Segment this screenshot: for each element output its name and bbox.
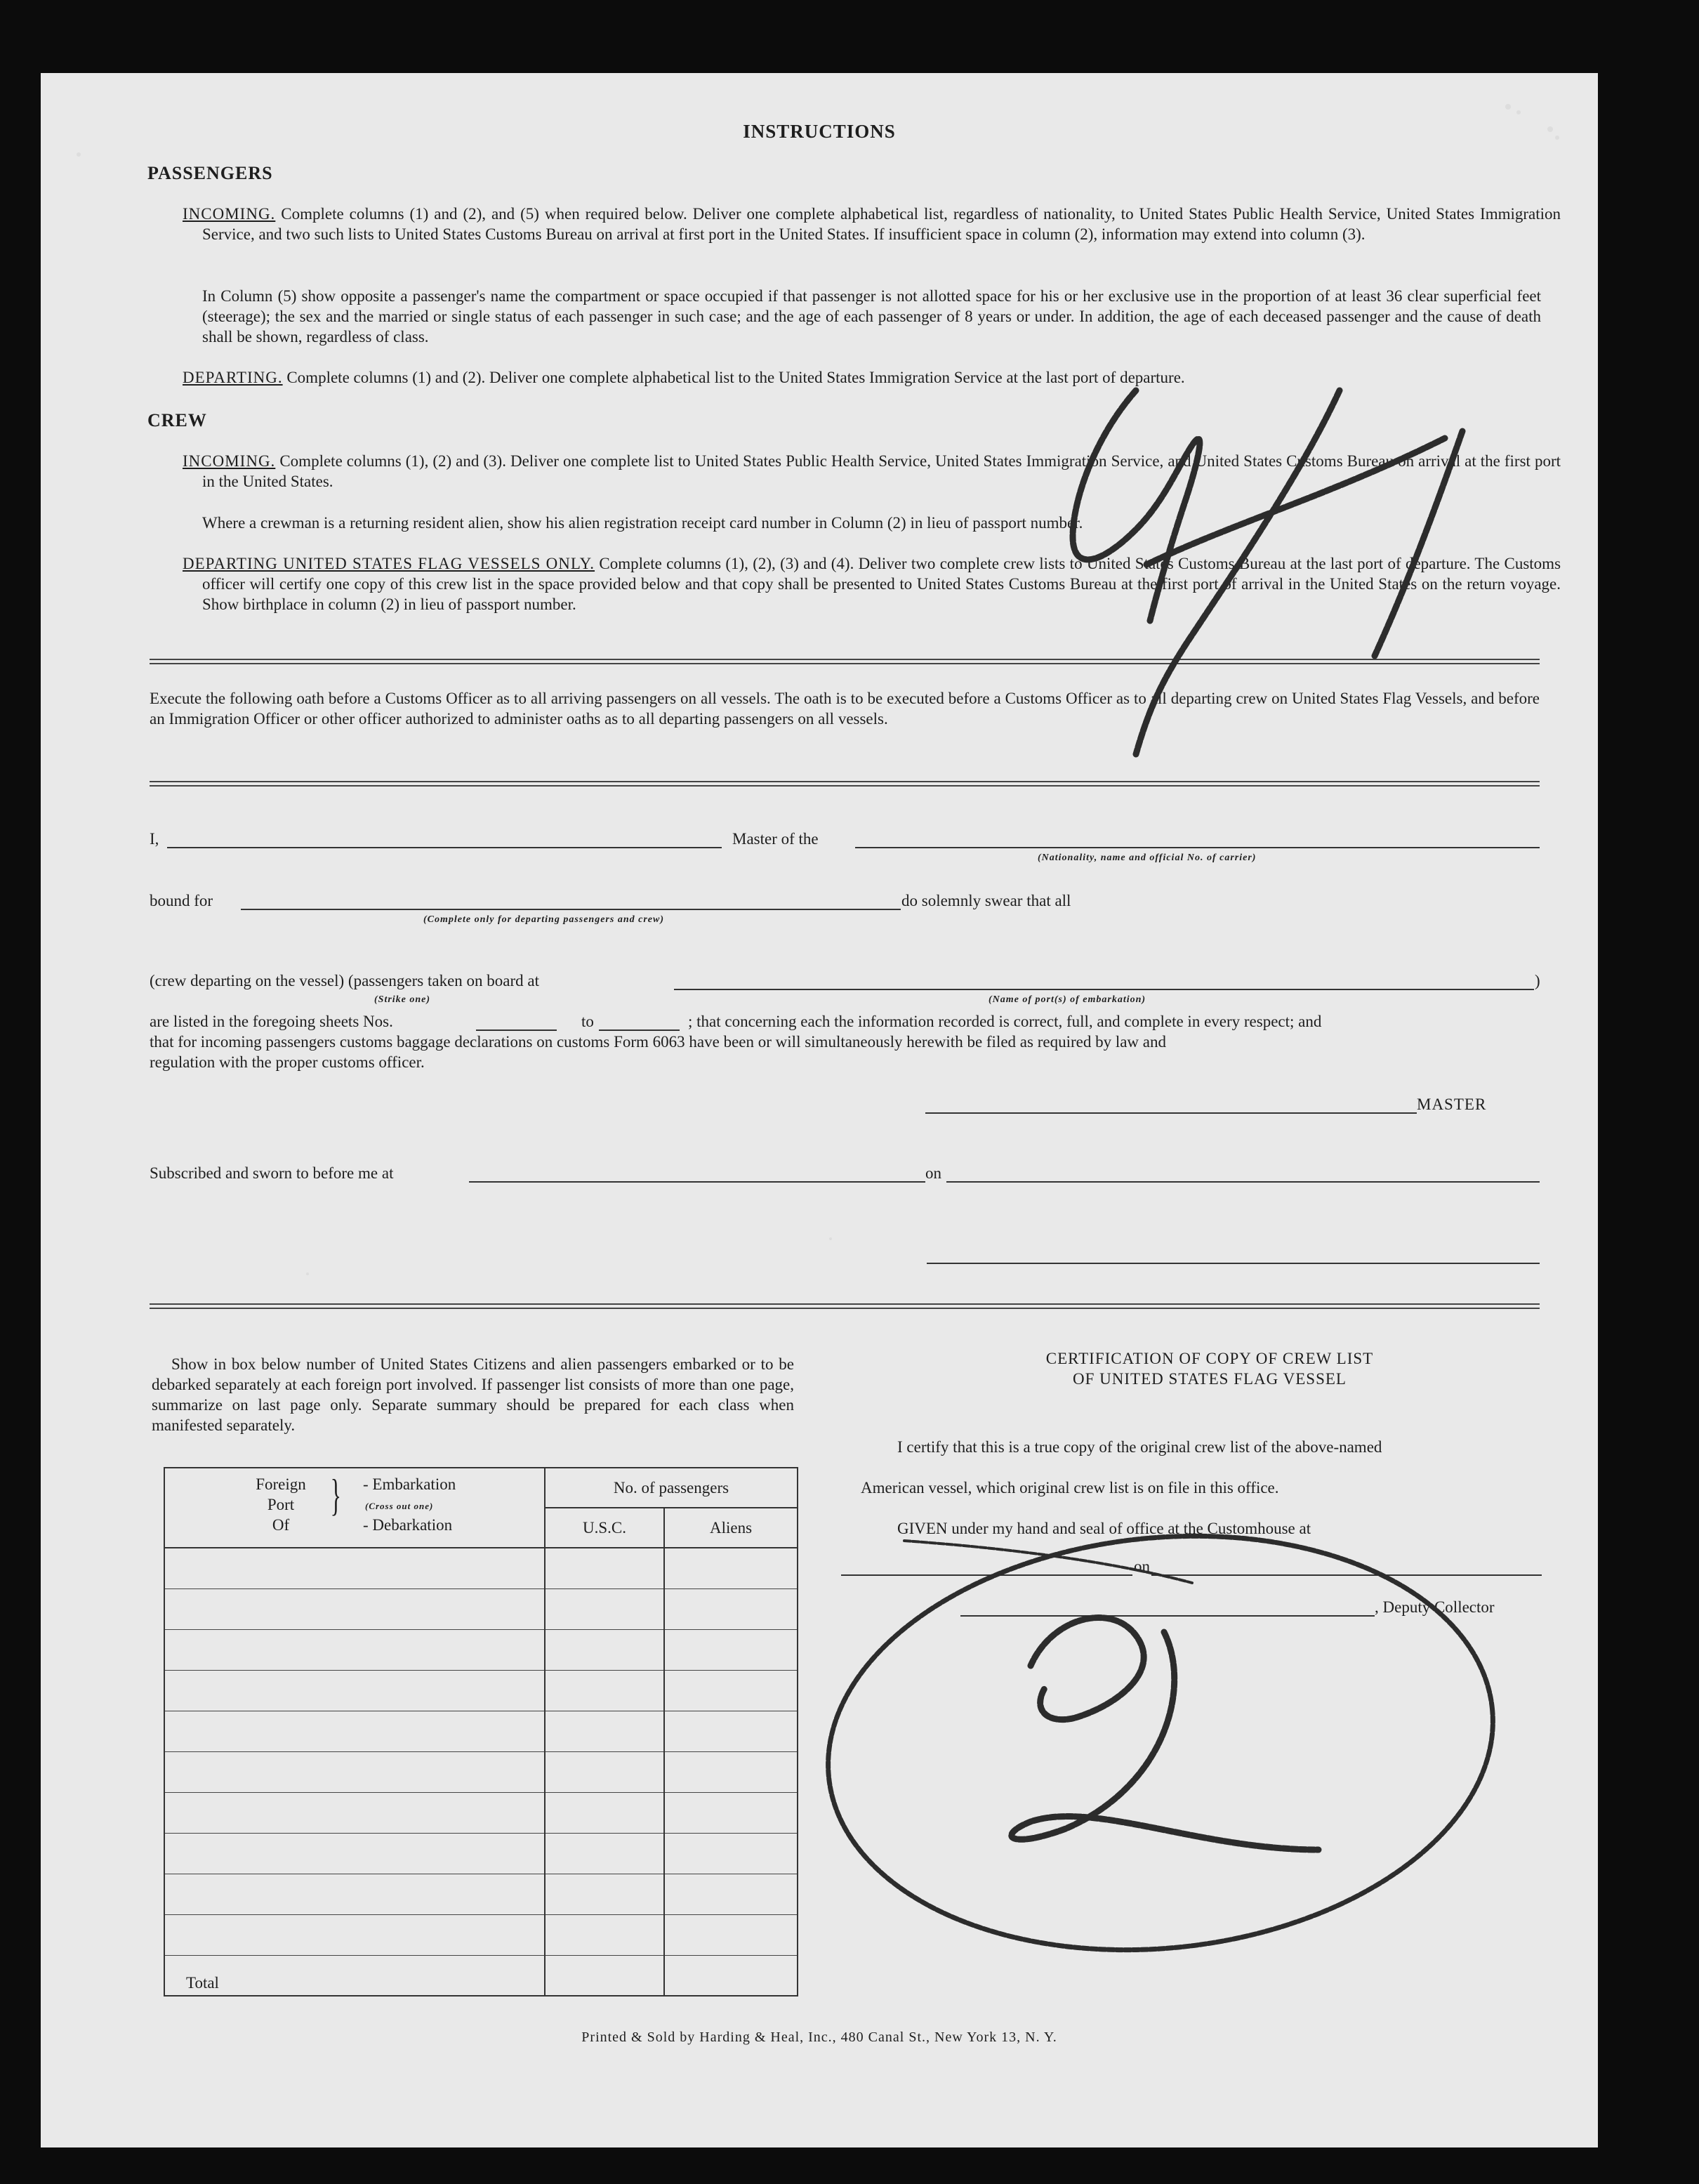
deputy-collector-label: , Deputy Collector (1375, 1598, 1495, 1616)
usc-cell[interactable] (545, 1588, 664, 1629)
bound-for-field[interactable] (241, 909, 901, 910)
total-usc-cell[interactable] (545, 1955, 664, 1996)
table-row (164, 1588, 798, 1629)
brace-icon: } (330, 1470, 342, 1520)
debarkation-label: - Debarkation (363, 1516, 453, 1534)
of-label: Of (272, 1516, 290, 1534)
certification-title-line-1: CERTIFICATION OF COPY OF CREW LIST (1045, 1350, 1374, 1367)
passengers-incoming-label: INCOMING. (183, 205, 276, 223)
to-label: to (581, 1013, 594, 1030)
passengers-incoming-text: Complete columns (1) and (2), and (5) when required below. Deliver one complete alphabetical list, regardless of nationality, to United States Public Health Service, United States Immigration Service, and two such lists to United States Customs Bureau on arrival at first port in the United States. If insufficient space in column (2), information may extend into column (3). (202, 205, 1561, 243)
form-page (41, 73, 1598, 2147)
usc-cell[interactable] (545, 1751, 664, 1792)
section-divider (150, 781, 1540, 787)
printer-imprint: Printed & Sold by Harding & Heal, Inc., 480 Canal St., New York 13, N. Y. (581, 2030, 1057, 2045)
carrier-field[interactable] (855, 847, 1540, 848)
aliens-cell[interactable] (664, 1711, 798, 1751)
bound-for-label: bound for (150, 892, 213, 909)
certification-line-1: I certify that this is a true copy of the original crew list of the above-named (897, 1438, 1382, 1456)
table-row (164, 1874, 798, 1914)
table-row (164, 1711, 798, 1751)
table-row (164, 1792, 798, 1833)
aliens-header: Aliens (664, 1508, 798, 1548)
port-cell[interactable] (164, 1670, 545, 1711)
master-signature-field[interactable] (925, 1112, 1417, 1114)
total-label: Total (164, 1955, 545, 1996)
aliens-cell[interactable] (664, 1792, 798, 1833)
deputy-signature-field[interactable] (960, 1615, 1375, 1617)
passengers-heading: PASSENGERS (147, 163, 273, 183)
officer-signature-field[interactable] (927, 1263, 1540, 1264)
usc-cell[interactable] (545, 1833, 664, 1874)
port-cell[interactable] (164, 1914, 545, 1955)
summary-instruction: Show in box below number of United States Citizens and alien passengers embarked or to be debarked separately at each foreign port involved. If passenger list consists of more than one page, summarize on last page only. Separate summary should be prepared for each class when manifested separately. (152, 1355, 794, 1434)
no-passengers-header: No. of passengers (545, 1468, 798, 1508)
embarkation-label: - Embarkation (363, 1475, 456, 1493)
port-cell[interactable] (164, 1548, 545, 1588)
aliens-cell[interactable] (664, 1548, 798, 1588)
passengers-incoming-paragraph (183, 204, 1561, 244)
usc-cell[interactable] (545, 1792, 664, 1833)
aliens-cell[interactable] (664, 1874, 798, 1914)
table-row (164, 1914, 798, 1955)
passengers-departing-label: DEPARTING. (183, 369, 283, 386)
port-cell[interactable] (164, 1629, 545, 1670)
listed-line-2: that for incoming passengers customs baggage declarations on customs Form 6063 have been or will simultaneously herewith be filed as required by law and (150, 1033, 1167, 1051)
usc-cell[interactable] (545, 1874, 664, 1914)
certification-line-2: American vessel, which original crew list is on file in this office. (861, 1479, 1279, 1496)
listed-line-3: regulation with the proper customs officer. (150, 1053, 425, 1071)
port-cell[interactable] (164, 1792, 545, 1833)
master-of-the-label: Master of the (732, 830, 819, 848)
crew-passengers-text: (crew departing on the vessel) (passengers taken on board at (150, 972, 539, 989)
subscribed-label: Subscribed and sworn to before me at (150, 1164, 394, 1182)
table-row (164, 1833, 798, 1874)
passengers-departing-paragraph (183, 367, 1541, 388)
total-row (164, 1955, 798, 1996)
table-row (164, 1751, 798, 1792)
port-cell[interactable] (164, 1751, 545, 1792)
listed-rest: ; that concerning each the information recorded is correct, full, and complete in every respect; and (688, 1013, 1322, 1030)
swear-text: do solemnly swear that all (901, 892, 1071, 909)
crew-heading: CREW (147, 410, 207, 430)
crew-incoming-label: INCOMING. (183, 452, 276, 470)
passenger-summary-table (164, 1467, 798, 1996)
port-cell[interactable] (164, 1711, 545, 1751)
section-divider (150, 1303, 1540, 1309)
total-aliens-cell[interactable] (664, 1955, 798, 1996)
certification-title-line-2: OF UNITED STATES FLAG VESSEL (1073, 1370, 1347, 1388)
sworn-date-field[interactable] (946, 1181, 1540, 1183)
sheet-to-field[interactable] (599, 1029, 680, 1031)
port-cell[interactable] (164, 1874, 545, 1914)
port-label: Port (267, 1496, 295, 1513)
crew-incoming-paragraph (183, 451, 1561, 492)
certification-line-3: GIVEN under my hand and seal of office at the Customhouse at (897, 1520, 1311, 1537)
handwritten-2-large-icon (1012, 1618, 1318, 1850)
usc-cell[interactable] (545, 1670, 664, 1711)
aliens-cell[interactable] (664, 1914, 798, 1955)
table-row (164, 1548, 798, 1588)
aliens-cell[interactable] (664, 1751, 798, 1792)
summary-body (164, 1548, 798, 1996)
aliens-cell[interactable] (664, 1629, 798, 1670)
listed-prefix: are listed in the foregoing sheets Nos. (150, 1013, 393, 1030)
carrier-caption: (Nationality, name and official No. of carrier) (1038, 853, 1257, 863)
aliens-cell[interactable] (664, 1670, 798, 1711)
usc-cell[interactable] (545, 1914, 664, 1955)
master-name-field[interactable] (167, 847, 722, 848)
oath-i-label: I, (150, 830, 159, 848)
table-row (164, 1629, 798, 1670)
crew-flag-text: Complete columns (1), (2), (3) and (4). Deliver two complete crew lists to United States Customs Bureau at the last port of departure. The Customs officer will certify one copy of this crew list in the space provided below and that copy shall be presented to United States Customs Bureau at the first port of arrival in the United States on the return voyage. Show birthplace in column (2) in lieu of passport number. (202, 555, 1561, 613)
table-row (164, 1670, 798, 1711)
crew-flag-paragraph (183, 553, 1561, 614)
passengers-column5-paragraph: In Column (5) show opposite a passenger's name the compartment or space occupied if that passenger is not allotted space for his or her exclusive use in the proportion of at least 36 clear superficial feet (steerage); the sex and the married or single status of each passenger in such case; and the age of each passenger of 8 years or under. In addition, the age of each deceased passenger and the cause of death shall be shown, regardless of class. (202, 287, 1541, 346)
cross-out-caption: (Cross out one) (365, 1501, 434, 1511)
crew-flag-label: DEPARTING UNITED STATES FLAG VESSELS ONLY. (183, 555, 595, 572)
page-title: INSTRUCTIONS (743, 121, 896, 142)
customhouse-field[interactable] (841, 1574, 1542, 1576)
usc-cell[interactable] (545, 1711, 664, 1751)
crew-resident-paragraph: Where a crewman is a returning resident alien, show his alien registration receipt card number in Column (2) in lieu of passport number. (202, 514, 1083, 532)
aliens-cell[interactable] (664, 1588, 798, 1629)
certification-on-label: on (1134, 1558, 1150, 1575)
crew-incoming-text: Complete columns (1), (2) and (3). Deliver one complete list to United States Public Health Service, United States Immigration Service, and United States Customs Bureau on arrival at the first port in the United States. (202, 452, 1561, 490)
ports-caption: (Name of port(s) of embarkation) (989, 994, 1146, 1005)
foreign-port-header (164, 1468, 545, 1548)
port-cell[interactable] (164, 1833, 545, 1874)
sheet-from-field[interactable] (476, 1029, 557, 1031)
strike-caption: (Strike one) (374, 994, 431, 1005)
master-label: MASTER (1417, 1096, 1487, 1113)
departing-caption: (Complete only for departing passengers and crew) (423, 914, 664, 925)
aliens-cell[interactable] (664, 1833, 798, 1874)
close-paren: ) (1535, 972, 1540, 989)
usc-header: U.S.C. (545, 1508, 664, 1548)
sworn-place-field[interactable] (469, 1181, 925, 1183)
section-divider (150, 659, 1540, 664)
foreign-label: Foreign (256, 1475, 306, 1493)
port-cell[interactable] (164, 1588, 545, 1629)
embarkation-ports-field[interactable] (674, 989, 1534, 990)
sworn-on-label: on (925, 1164, 941, 1182)
usc-cell[interactable] (545, 1629, 664, 1670)
passengers-departing-text: Complete columns (1) and (2). Deliver one complete alphabetical list to the United States Immigration Service at the last port of departure. (286, 369, 1185, 386)
usc-cell[interactable] (545, 1548, 664, 1588)
oath-instruction: Execute the following oath before a Customs Officer as to all arriving passengers on all vessels. The oath is to be executed before a Customs Officer as to all departing crew on United States Flag Vessels, and before an Immigration Officer or other officer authorized to administer oaths as to all departing passengers on all vessels. (150, 690, 1540, 728)
